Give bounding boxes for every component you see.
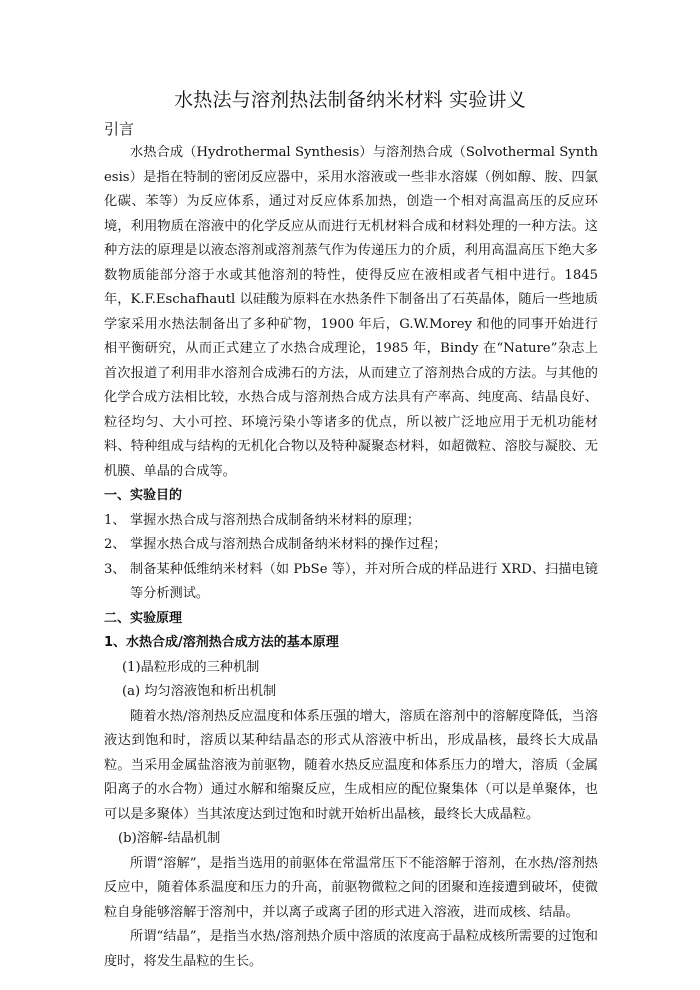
section-objectives-heading: 一、实验目的 <box>104 488 183 503</box>
objective-number: 1、 <box>104 512 126 528</box>
mechanism-b-paragraph-crystallization: 所谓“结晶”，是指当水热/溶剂热介质中溶质的浓度高于晶粒成核所需要的过饱和度时，将发生晶粒的生长。 <box>104 929 598 969</box>
section-principle-heading: 二、实验原理 <box>104 610 183 626</box>
objective-text: 掌握水热合成与溶剂热合成制备纳米材料的原理； <box>130 512 421 528</box>
objective-item <box>104 509 598 534</box>
document-body <box>104 117 598 974</box>
document-title: 水热法与溶剂热法制备纳米材料 实验讲义 <box>174 89 526 111</box>
point-heading: (1)晶粒形成的三种机制 <box>122 659 260 675</box>
subsection-heading: 1、水热合成/溶剂热合成方法的基本原理 <box>104 635 339 650</box>
mechanism-a-paragraph: 随着水热/溶剂热反应温度和体系压强的增大，溶质在溶剂中的溶解度降低，当溶液达到饱和时，溶质以某种结晶态的形式从溶液中析出，形成晶核，最终长大成晶粒。当采用金属盐溶液为前驱物，随着水热反应温度和体系压力的增大，溶质（金属阳离子的水合物）通过水解和缩聚反应，生成相应的配位聚集体（可以是单聚体，也可以是多聚体）当其浓度达到过饱和时就开始析出晶核，最终长大成晶粒。 <box>104 708 598 822</box>
mechanism-b-paragraph-dissolution: 所谓“溶解”，是指当选用的前驱体在常温常压下不能溶解于溶剂，在水热/溶剂热反应中，随着体系温度和压力的升高，前驱物微粒之间的团聚和连接遭到破坏，使微粒自身能够溶解于溶剂中，并以离子或离子团的形式进入溶液，进而成核、结晶。 <box>104 855 598 920</box>
objective-item <box>104 558 598 607</box>
objective-text: 掌握水热合成与溶剂热合成制备纳米材料的操作过程； <box>130 537 447 552</box>
mechanism-b-heading: (b)溶解-结晶机制 <box>118 831 221 846</box>
objective-number: 3、 <box>104 561 126 577</box>
mechanism-a-heading: (a) 均匀溶液饱和析出机制 <box>122 684 277 699</box>
objective-text: 制备某种低维纳米材料（如 PbSe 等），并对所合成的样品进行 XRD、扫描电镜等分析测试。 <box>130 561 598 601</box>
objective-number: 2、 <box>104 537 126 552</box>
intro-heading: 引言 <box>104 120 135 138</box>
intro-paragraph: 水热合成（Hydrothermal Synthesis）与溶剂热合成（Solvothermal Synthesis）是指在特制的密闭反应器中，采用水溶液或一些非水溶媒（例如醇、胺、四氯化碳、苯等）为反应体系，通过对反应体系加热，创造一个相对高温高压的反应环境，利用物质在溶液中的化学反应从而进行无机材料合成和材料处理的一种方法。这种方法的原理是以液态溶剂或溶剂蒸气作为传递压力的介质，利用高温高压下绝大多数物质能部分溶于水或其他溶剂的特性，使得反应在液相或者气相中进行。1845 年，K.F.Eschafhautl 以硅酸为原料在水热条件下制备出了石英晶体，随后一些地质学家采用水热法制备出了多种矿物，1900 年后，G.W.Morey 和他的同事开始进行相平衡研究，从而正式建立了水热合成理论，1985 年，Bindy 在“Nature”杂志上首次报道了利用非水溶剂合成沸石的方法，从而建立了溶剂热合成的方法。与其他的化学合成方法相比较，水热合成与溶剂热合成方法具有产率高、纯度高、结晶良好、粒径均匀、大小可控、环境污染小等诸多的优点，所以被广泛地应用于无机功能材料、特种组成与结构的无机化合物以及特种凝聚态材料，如超微粒、溶胶与凝胶、无机膜、单晶的合成等。 <box>104 145 598 479</box>
objective-item <box>104 533 598 558</box>
